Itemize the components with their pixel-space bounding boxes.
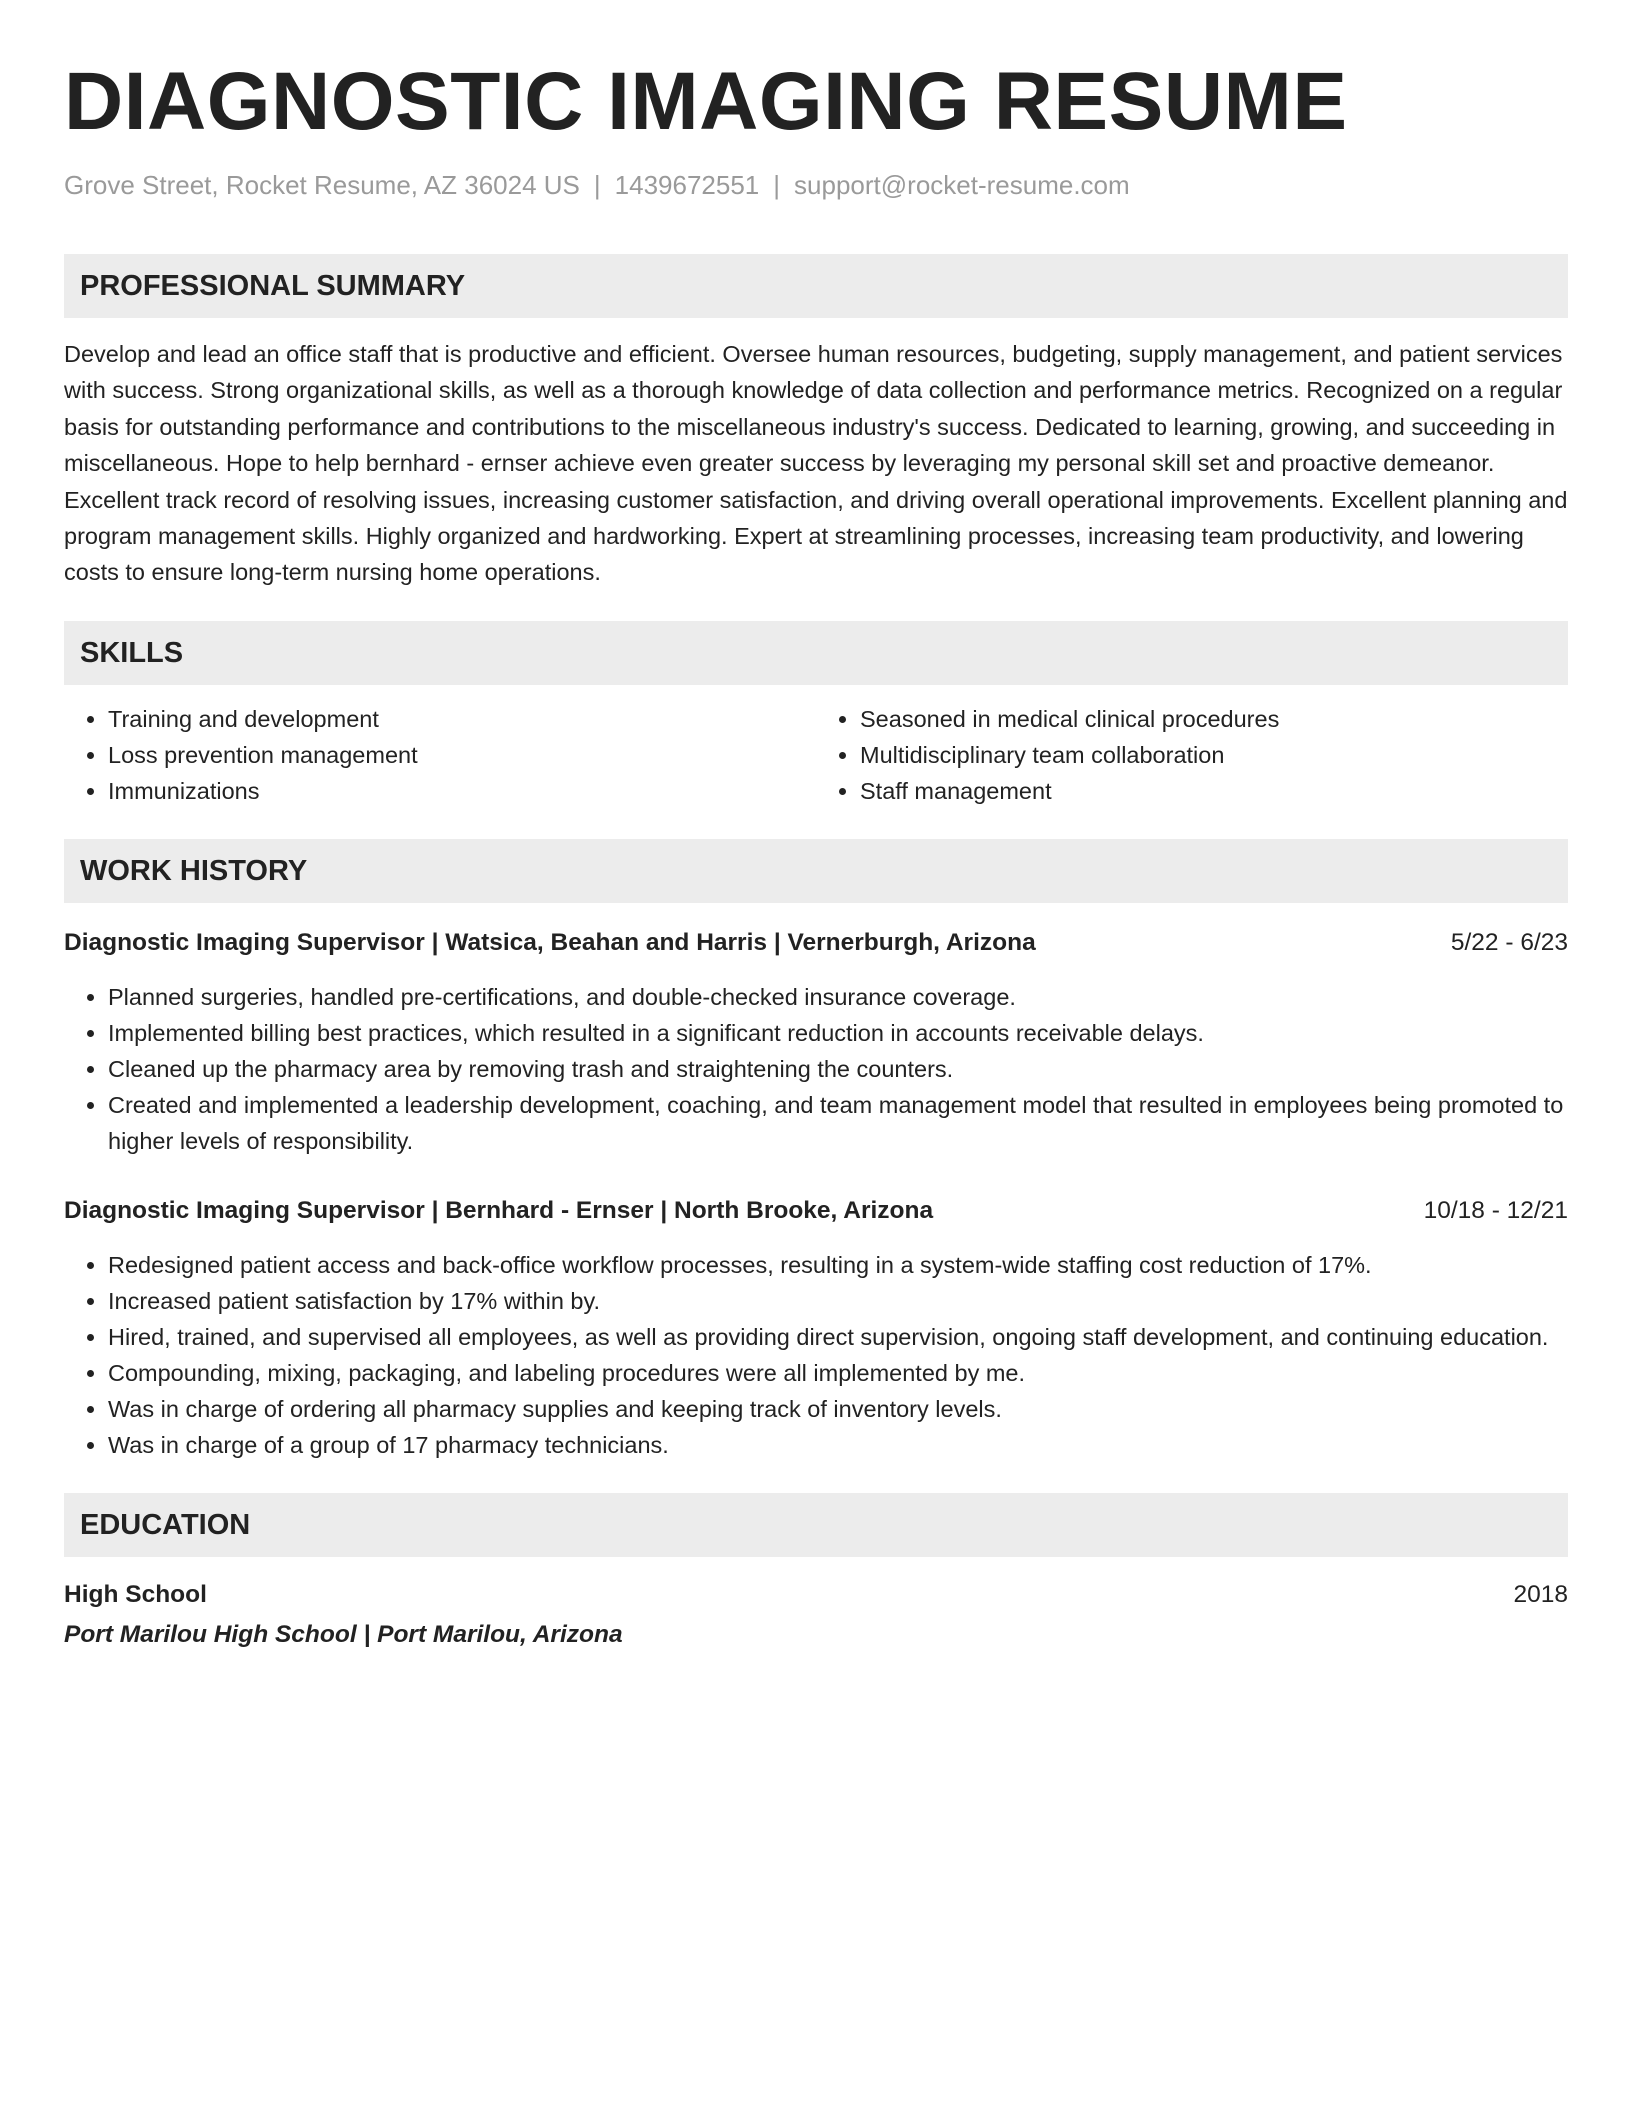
job-dates: 10/18 - 12/21 <box>1423 1196 1568 1224</box>
job-bullet: • Was in charge of a group of 17 pharmacy technicians. <box>108 1427 1568 1463</box>
skills-grid <box>64 701 1568 809</box>
education-header <box>64 1577 1568 1613</box>
skill-item: • Multidisciplinary team collaboration <box>860 737 1568 773</box>
education-entry <box>64 1577 1568 1653</box>
job-bullet: • Was in charge of ordering all pharmacy supplies and keeping track of inventory levels. <box>108 1391 1568 1427</box>
job-header <box>64 925 1568 961</box>
section-heading-skills: SKILLS <box>64 621 1568 685</box>
section-heading-work-history: WORK HISTORY <box>64 839 1568 903</box>
skill-item: • Immunizations <box>108 773 816 809</box>
contact-email: support@rocket-resume.com <box>794 170 1130 200</box>
job-bullet: • Increased patient satisfaction by 17% within by. <box>108 1283 1568 1319</box>
job-bullets <box>64 1247 1568 1463</box>
skill-item: • Staff management <box>860 773 1568 809</box>
education-degree: High School <box>64 1580 207 1608</box>
skill-item: • Training and development <box>108 701 816 737</box>
resume-title: DIAGNOSTIC IMAGING RESUME <box>64 56 1348 147</box>
summary-text: Develop and lead an office staff that is productive and efficient. Oversee human resources, budgeting, supply management, and patient services with success. Strong organizational skills, as well as a thorough knowledge of data collection and performance metrics. Recognized on a regular basis for outstanding performance and contributions to the miscellaneous industry's success. Dedicated to learning, growing, and succeeding in miscellaneous. Hope to help bernhard - ernser achieve even greater success by leveraging my personal skill set and proactive demeanor. Excellent track record of resolving issues, increasing customer satisfaction, and driving overall operational improvements. Excellent planning and program management skills. Highly organized and hardworking. Expert at streamlining processes, increasing team productivity, and lowering costs to ensure long-term nursing home operations. <box>64 341 1568 586</box>
job-bullet: • Cleaned up the pharmacy area by removing trash and straightening the counters. <box>108 1051 1568 1087</box>
job-dates: 5/22 - 6/23 <box>1450 928 1568 956</box>
job-bullet: • Implemented billing best practices, which resulted in a significant reduction in accounts receivable delays. <box>108 1015 1568 1051</box>
skill-item: • Loss prevention management <box>108 737 816 773</box>
skills-list-right <box>816 701 1568 809</box>
contact-address: Grove Street, Rocket Resume, AZ 36024 US <box>64 170 580 200</box>
skills-list-left <box>64 701 816 809</box>
job-header <box>64 1193 1568 1229</box>
job-bullets <box>64 979 1568 1159</box>
job-entry <box>64 1193 1568 1463</box>
job-bullet: • Hired, trained, and supervised all employees, as well as providing direct supervision, ongoing staff development, and continuing education. <box>108 1319 1568 1355</box>
contact-line <box>64 168 1568 202</box>
job-title: Diagnostic Imaging Supervisor | Bernhard - Ernser | North Brooke, Arizona <box>64 1196 934 1224</box>
job-entry <box>64 925 1568 1159</box>
job-bullet: • Redesigned patient access and back-office workflow processes, resulting in a system-wide staffing cost reduction of 17%. <box>108 1247 1568 1283</box>
skill-item: • Seasoned in medical clinical procedures <box>860 701 1568 737</box>
education-school: Port Marilou High School | Port Marilou, Arizona <box>64 1620 623 1648</box>
job-bullet: • Compounding, mixing, packaging, and labeling procedures were all implemented by me. <box>108 1355 1568 1391</box>
education-year: 2018 <box>1513 1580 1568 1608</box>
job-title: Diagnostic Imaging Supervisor | Watsica, Beahan and Harris | Vernerburgh, Arizona <box>64 928 1036 956</box>
contact-phone: 1439672551 <box>614 170 760 200</box>
section-heading-summary: PROFESSIONAL SUMMARY <box>64 254 1568 318</box>
contact-separator: | <box>773 170 781 200</box>
contact-separator: | <box>593 170 601 200</box>
job-bullet: • Created and implemented a leadership development, coaching, and team management model that resulted in employees being promoted to higher levels of responsibility. <box>108 1087 1568 1159</box>
section-heading-education: EDUCATION <box>64 1493 1568 1557</box>
job-bullet: • Planned surgeries, handled pre-certifications, and double-checked insurance coverage. <box>108 979 1568 1015</box>
